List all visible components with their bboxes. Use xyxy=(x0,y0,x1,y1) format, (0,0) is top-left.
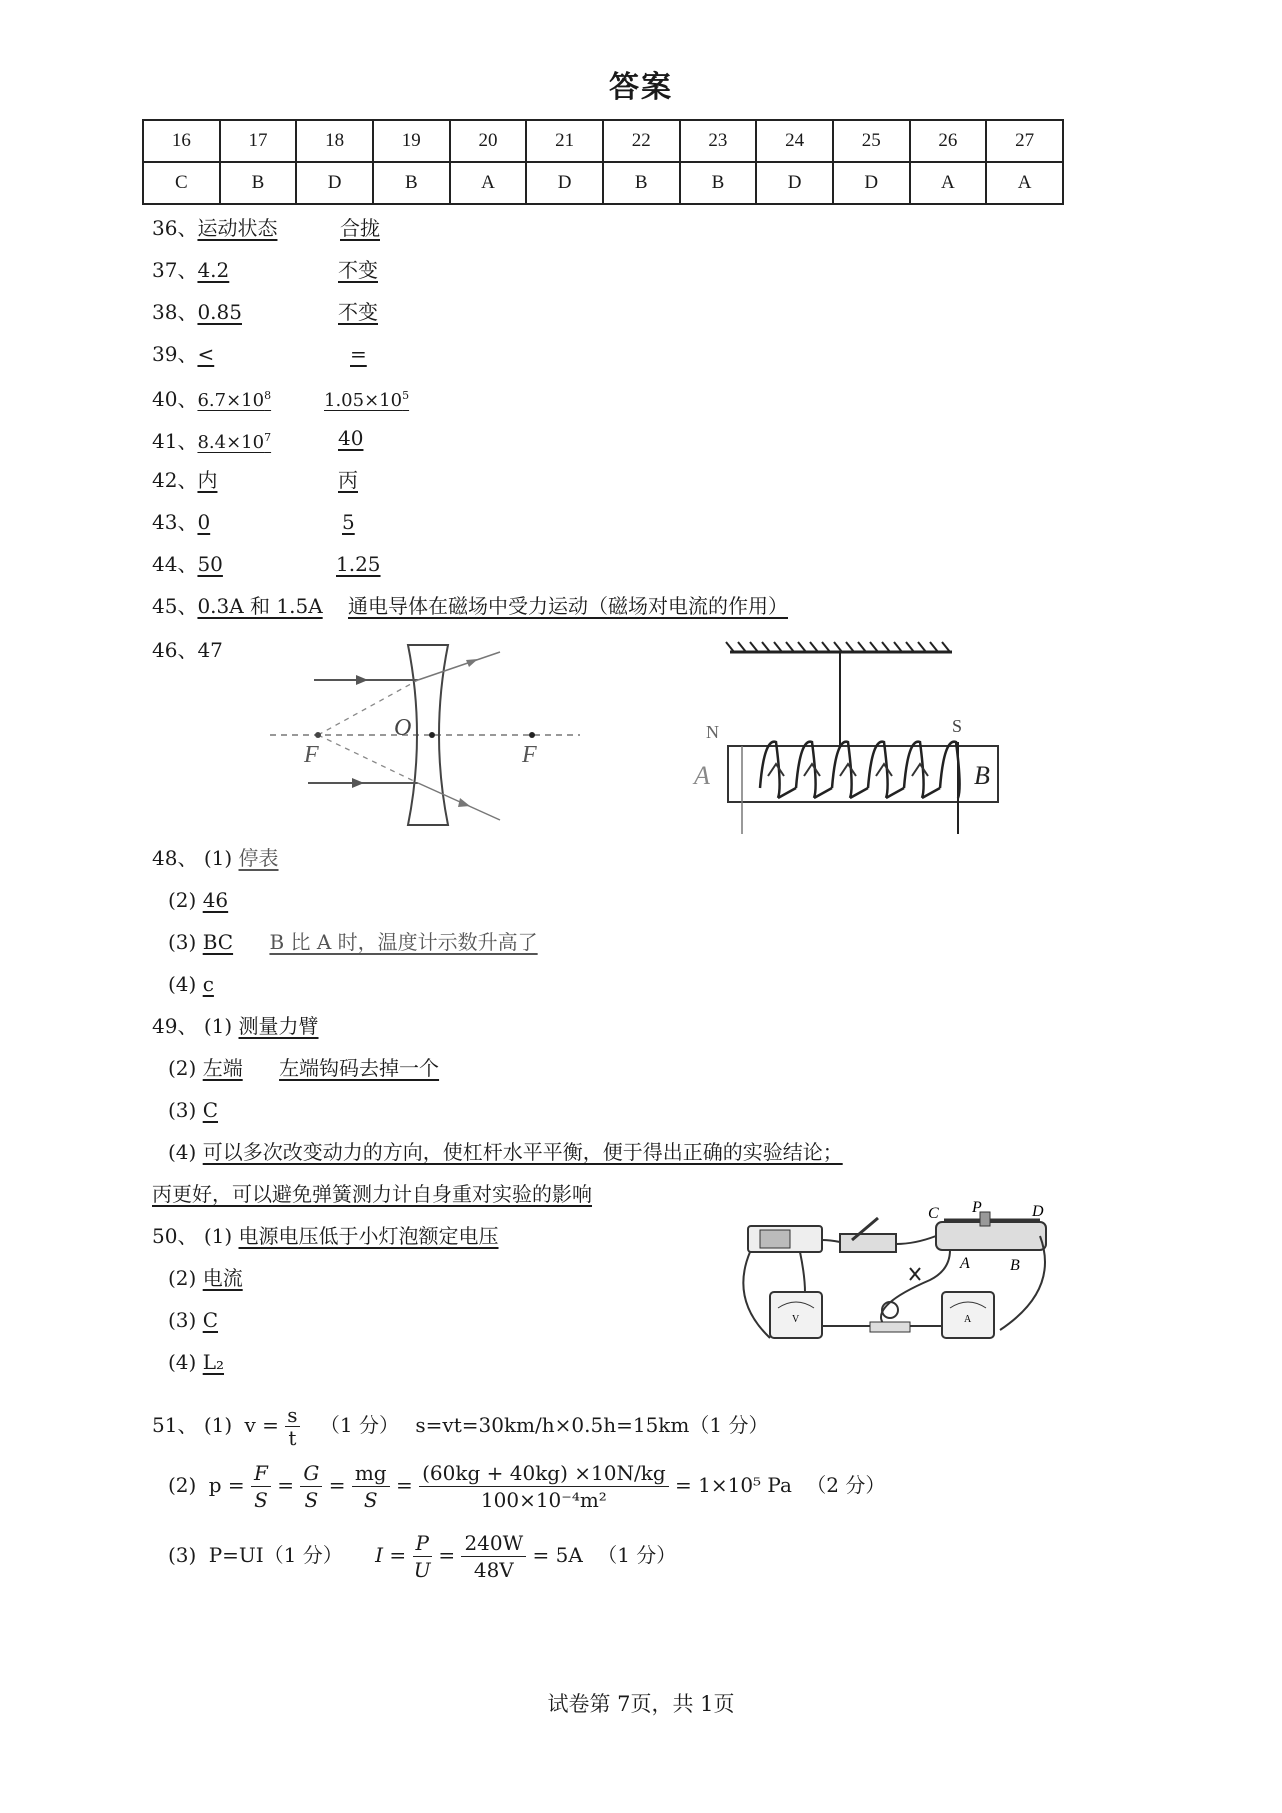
answer-a: 0.85 xyxy=(197,300,242,324)
concave-lens-diagram xyxy=(270,640,590,830)
electromagnet-diagram xyxy=(690,638,1020,838)
denominator: S xyxy=(254,1488,268,1512)
answer-49-1 xyxy=(152,1012,319,1040)
fraction xyxy=(419,1460,669,1513)
part-number: (2) xyxy=(168,1473,197,1497)
answer-48-3 xyxy=(168,928,538,956)
answer-48-4 xyxy=(168,970,214,998)
numerator: G xyxy=(300,1460,322,1487)
denominator: 100×10⁻⁴m² xyxy=(480,1488,607,1512)
answer-text-a: BC xyxy=(202,930,234,954)
answer-a: 运动状态 xyxy=(197,216,278,240)
denominator: U xyxy=(413,1558,431,1582)
part-number: (4) xyxy=(168,972,197,996)
part-number: (3) xyxy=(168,1543,197,1567)
answer-text-b: 左端钩码去掉一个 xyxy=(279,1056,440,1080)
question-number: 43、 xyxy=(152,510,198,534)
terminal-label-a: A xyxy=(960,1255,970,1272)
score: （1 分） xyxy=(597,1543,677,1567)
answer-36 xyxy=(152,214,380,242)
table-cell: B xyxy=(373,162,450,204)
numerator: (60kg + 40kg) ×10N/kg xyxy=(419,1460,669,1487)
table-cell: 25 xyxy=(833,120,910,162)
terminal-label-d: D xyxy=(1032,1203,1044,1220)
answer-text: 电源电压低于小灯泡额定电压 xyxy=(238,1224,499,1248)
answer-a: < xyxy=(197,342,215,366)
table-row-numbers xyxy=(143,120,1063,162)
formula-lhs: v = xyxy=(244,1413,279,1437)
part-number: (4) xyxy=(168,1350,197,1374)
answer-51-1 xyxy=(152,1404,768,1456)
calculation: s=vt=30km/h×0.5h=15km（1 分） xyxy=(415,1413,769,1437)
answer-text: L₂ xyxy=(202,1350,225,1374)
answer-50-3 xyxy=(168,1306,218,1334)
page-title: 答案 xyxy=(609,70,673,105)
question-number: 36、 xyxy=(152,216,198,240)
answer-text: 电流 xyxy=(202,1266,243,1290)
voltmeter-label: V xyxy=(792,1314,800,1325)
answer-b: 40 xyxy=(338,426,364,450)
table-cell: 26 xyxy=(910,120,987,162)
equals-sign: = xyxy=(328,1473,346,1497)
equals-sign: = xyxy=(395,1473,413,1497)
answer-50-1 xyxy=(152,1222,499,1250)
score: （2 分） xyxy=(806,1473,886,1497)
table-cell: 24 xyxy=(756,120,833,162)
answer-b-exponent: 5 xyxy=(402,389,410,402)
answer-b-base: 1.05×10 xyxy=(324,390,403,411)
answer-50-2 xyxy=(168,1264,243,1292)
result: = 1×10⁵ Pa xyxy=(675,1473,792,1497)
table-cell: C xyxy=(143,162,220,204)
score: （1 分） xyxy=(319,1413,400,1437)
answer-46-47 xyxy=(152,636,223,664)
formula-lhs: p = xyxy=(208,1473,245,1497)
answer-a: 0.3A 和 1.5A xyxy=(197,594,323,618)
answer-37 xyxy=(152,256,378,284)
table-cell: D xyxy=(526,162,603,204)
answer-49-3 xyxy=(168,1096,218,1124)
answer-b: = xyxy=(350,342,367,366)
answer-text: 可以多次改变动力的方向，使杠杆水平平衡，便于得出正确的实验结论； xyxy=(202,1140,843,1164)
answer-a-exponent: 7 xyxy=(264,431,272,444)
focus-label-left: F xyxy=(304,742,319,768)
table-cell: 21 xyxy=(526,120,603,162)
table-cell: 20 xyxy=(450,120,527,162)
question-number: 50、 xyxy=(152,1224,198,1248)
page-footer: 试卷第 7页，共 1页 xyxy=(547,1692,735,1716)
question-number: 49、 xyxy=(152,1014,198,1038)
table-cell: 22 xyxy=(603,120,680,162)
answer-text-a: 左端 xyxy=(202,1056,243,1080)
answer-b: 通电导体在磁场中受力运动（磁场对电流的作用） xyxy=(348,594,788,618)
fraction xyxy=(413,1530,432,1583)
equals-sign: = xyxy=(277,1473,294,1497)
terminal-label-c: C xyxy=(928,1205,939,1222)
circuit-diagram xyxy=(740,1200,1070,1360)
part-number: (2) xyxy=(168,1056,197,1080)
table-cell: D xyxy=(833,162,910,204)
answer-43 xyxy=(152,508,355,536)
answer-50-4 xyxy=(168,1348,224,1376)
answer-49-4-continued xyxy=(152,1180,592,1208)
part-number: (1) xyxy=(203,1413,233,1437)
answer-a-base: 6.7×10 xyxy=(197,390,265,411)
answer-a: 4.2 xyxy=(197,258,230,282)
denominator: S xyxy=(363,1488,378,1512)
part-number: (3) xyxy=(168,1098,197,1122)
table-cell: A xyxy=(450,162,527,204)
answer-51-3 xyxy=(168,1530,676,1590)
answer-49-4 xyxy=(168,1138,843,1166)
fraction xyxy=(461,1530,526,1583)
fraction xyxy=(285,1404,299,1449)
table-cell: 19 xyxy=(373,120,450,162)
answer-text: 测量力臂 xyxy=(238,1014,319,1038)
answer-a: 内 xyxy=(197,468,218,492)
answer-49-2 xyxy=(168,1054,439,1082)
answer-51-2 xyxy=(168,1460,885,1520)
question-number: 39、 xyxy=(152,342,198,366)
fraction xyxy=(251,1460,271,1513)
answer-b: 1.25 xyxy=(336,552,381,576)
answer-a xyxy=(197,390,271,411)
table-cell: D xyxy=(296,162,373,204)
answer-b: 5 xyxy=(342,510,355,534)
part-number: (4) xyxy=(168,1140,197,1164)
answer-a-base: 8.4×10 xyxy=(197,432,265,453)
equals-sign: = xyxy=(438,1543,456,1567)
answer-table xyxy=(142,119,1064,205)
part-number: (2) xyxy=(168,1266,197,1290)
optical-center-label: O xyxy=(394,715,412,741)
answer-text: C xyxy=(202,1308,219,1332)
question-number: 44、 xyxy=(152,552,198,576)
answer-b: 不变 xyxy=(338,300,378,324)
question-number: 48、 xyxy=(152,846,198,870)
answer-text: 46 xyxy=(202,888,229,912)
ammeter-label: A xyxy=(964,1314,972,1325)
part-number: (3) xyxy=(168,1308,197,1332)
result: = 5A xyxy=(532,1543,583,1567)
question-number: 46、47 xyxy=(152,638,223,662)
answer-a xyxy=(197,432,271,453)
answer-b xyxy=(324,382,409,415)
question-number: 38、 xyxy=(152,300,198,324)
answer-a: 50 xyxy=(197,552,223,576)
end-label-b: B xyxy=(974,761,990,790)
answer-b: 不变 xyxy=(338,258,378,282)
answer-text: C xyxy=(202,1098,219,1122)
answer-text: 停表 xyxy=(238,846,279,870)
question-number: 37、 xyxy=(152,258,198,282)
focus-label-right: F xyxy=(522,742,537,768)
part-number: (1) xyxy=(203,1224,233,1248)
fraction xyxy=(352,1460,390,1513)
question-number: 41、 xyxy=(152,429,198,453)
question-number: 40、 xyxy=(152,387,198,411)
table-cell: B xyxy=(603,162,680,204)
numerator: F xyxy=(251,1460,271,1487)
answer-text: c xyxy=(202,972,214,996)
table-cell: B xyxy=(220,162,297,204)
answer-text: 丙更好，可以避免弹簧测力计自身重对实验的影响 xyxy=(152,1182,592,1206)
table-row-answers xyxy=(143,162,1063,204)
table-cell: D xyxy=(756,162,833,204)
denominator: S xyxy=(304,1488,319,1512)
table-cell: A xyxy=(986,162,1063,204)
end-label-a: A xyxy=(694,761,710,790)
denominator: 48V xyxy=(473,1558,514,1582)
numerator: s xyxy=(287,1403,298,1427)
pole-label-s: S xyxy=(952,716,963,736)
formula: P=UI（1 分） xyxy=(208,1543,343,1567)
answer-39 xyxy=(152,340,367,368)
part-number: (2) xyxy=(168,888,197,912)
numerator: P xyxy=(413,1530,432,1557)
pole-label-n: N xyxy=(706,722,719,742)
terminal-label-b: B xyxy=(1010,1257,1020,1274)
answer-b: 丙 xyxy=(338,468,358,492)
answer-a-exponent: 8 xyxy=(264,389,272,402)
fraction xyxy=(300,1460,322,1513)
table-cell: 23 xyxy=(680,120,757,162)
table-cell: 27 xyxy=(986,120,1063,162)
answer-44 xyxy=(152,550,381,578)
question-number: 51、 xyxy=(152,1413,198,1437)
answer-text-b: B 比 A 时，温度计示数升高了 xyxy=(269,930,538,954)
answer-41 xyxy=(152,424,364,457)
table-cell: 18 xyxy=(296,120,373,162)
question-number: 42、 xyxy=(152,468,198,492)
table-cell: 16 xyxy=(143,120,220,162)
numerator: 240W xyxy=(461,1530,526,1557)
slider-label-p: P xyxy=(972,1200,982,1216)
table-cell: B xyxy=(680,162,757,204)
answer-b: 合拢 xyxy=(340,216,380,240)
table-cell: A xyxy=(910,162,987,204)
part-number: (3) xyxy=(168,930,197,954)
answer-48-1 xyxy=(152,844,279,872)
part-number: (1) xyxy=(203,1014,233,1038)
answer-45 xyxy=(152,592,788,620)
answer-48-2 xyxy=(168,886,228,914)
numerator: mg xyxy=(352,1460,390,1487)
answer-38 xyxy=(152,298,378,326)
question-number: 45、 xyxy=(152,594,198,618)
answer-42 xyxy=(152,466,358,494)
formula-lhs: I = xyxy=(375,1543,407,1567)
denominator: t xyxy=(288,1426,297,1450)
part-number: (1) xyxy=(203,846,233,870)
answer-a: 0 xyxy=(197,510,211,534)
table-cell: 17 xyxy=(220,120,297,162)
